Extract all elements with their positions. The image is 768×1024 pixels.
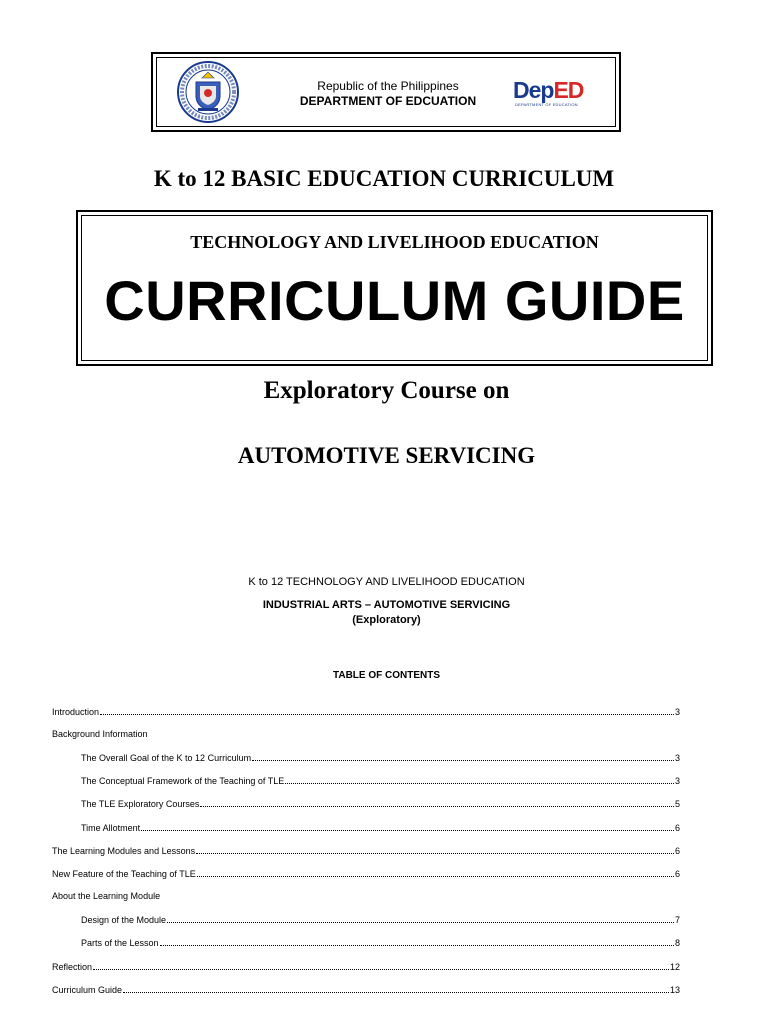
toc-entry[interactable] <box>52 706 680 718</box>
toc-entry-page: 3 <box>674 753 680 763</box>
toc-entry-label: About the Learning Module <box>52 891 161 901</box>
toc-entry-label: Time Allotment <box>81 823 141 833</box>
toc-entry-label: The Conceptual Framework of the Teaching of TLE <box>81 776 285 786</box>
curriculum-guide-box <box>76 210 713 366</box>
toc-entry-label: Reflection <box>52 962 93 972</box>
header-banner <box>151 52 621 132</box>
toc-leader-dots <box>141 822 674 831</box>
toc-entry-page: 6 <box>674 869 680 879</box>
deped-wordmark-part1: Dep <box>513 77 554 103</box>
toc-leader-dots <box>167 914 674 923</box>
toc-entry <box>52 891 680 903</box>
toc-entry-page: 7 <box>674 915 680 925</box>
subtitle-line-1: K to 12 TECHNOLOGY AND LIVELIHOOD EDUCATION <box>248 576 525 588</box>
republic-text: Republic of the Philippines <box>317 79 459 93</box>
toc-entry-page: 3 <box>674 707 680 717</box>
toc-leader-dots <box>93 961 669 970</box>
toc-entry-label: The TLE Exploratory Courses <box>81 799 200 809</box>
toc-heading: TABLE OF CONTENTS <box>332 670 441 681</box>
toc-entry-page: 13 <box>669 985 680 995</box>
toc-leader-dots <box>200 798 674 807</box>
toc-entry[interactable] <box>81 798 680 810</box>
deped-wordmark <box>513 78 595 102</box>
deped-logo-subtitle: DEPARTMENT OF EDUCATION <box>515 102 578 107</box>
toc-entry-page: 5 <box>674 799 680 809</box>
toc-entry[interactable] <box>81 775 680 787</box>
curriculum-guide-title: CURRICULUM GUIDE <box>104 269 685 332</box>
subtitle-line-3: (Exploratory) <box>352 614 421 626</box>
toc-leader-dots <box>197 868 674 877</box>
toc-leader-dots <box>160 937 674 946</box>
toc-leader-dots <box>285 775 674 784</box>
toc-entry-page: 3 <box>674 776 680 786</box>
toc-entry-page: 6 <box>674 823 680 833</box>
toc-entry-label: New Feature of the Teaching of TLE <box>52 869 196 879</box>
toc-leader-dots <box>123 984 669 993</box>
toc-entry[interactable] <box>81 937 680 949</box>
k12-title: K to 12 BASIC EDUCATION CURRICULUM <box>153 166 615 191</box>
toc-entry[interactable] <box>52 984 680 996</box>
toc-entry-label: Curriculum Guide <box>52 985 123 995</box>
toc-entry[interactable] <box>52 845 680 857</box>
toc-entry[interactable] <box>81 752 680 764</box>
toc-entry-label: Introduction <box>52 707 100 717</box>
toc-entry-page: 8 <box>674 938 680 948</box>
toc-leader-dots <box>196 845 674 854</box>
toc-leader-dots <box>252 752 674 761</box>
toc-entry-label: Background Information <box>52 729 148 739</box>
subject-title: TECHNOLOGY AND LIVELIHOOD EDUCATION <box>190 232 599 252</box>
toc-leader-dots <box>100 706 674 715</box>
department-text: DEPARTMENT OF EDCUATION <box>299 94 477 108</box>
subtitle-line-2: INDUSTRIAL ARTS – AUTOMOTIVE SERVICING <box>262 599 511 611</box>
toc-entry[interactable] <box>52 961 680 973</box>
course-line-2: AUTOMOTIVE SERVICING <box>237 443 536 468</box>
deped-logo <box>513 78 595 114</box>
toc-entry-label: The Learning Modules and Lessons <box>52 846 196 856</box>
toc-entry-page: 12 <box>669 962 680 972</box>
toc-entry[interactable] <box>52 868 680 880</box>
deped-seal-icon <box>176 60 240 124</box>
toc-entry-label: The Overall Goal of the K to 12 Curriculum <box>81 753 252 763</box>
toc-entry <box>52 729 680 741</box>
toc-entry[interactable] <box>81 822 680 834</box>
course-line-1: Exploratory Course on <box>263 377 510 404</box>
toc-entry[interactable] <box>81 914 680 926</box>
toc-entry-label: Parts of the Lesson <box>81 938 159 948</box>
toc-entry-label: Design of the Module <box>81 915 167 925</box>
toc-entry-page: 6 <box>674 846 680 856</box>
deped-wordmark-part2: ED <box>553 77 584 103</box>
